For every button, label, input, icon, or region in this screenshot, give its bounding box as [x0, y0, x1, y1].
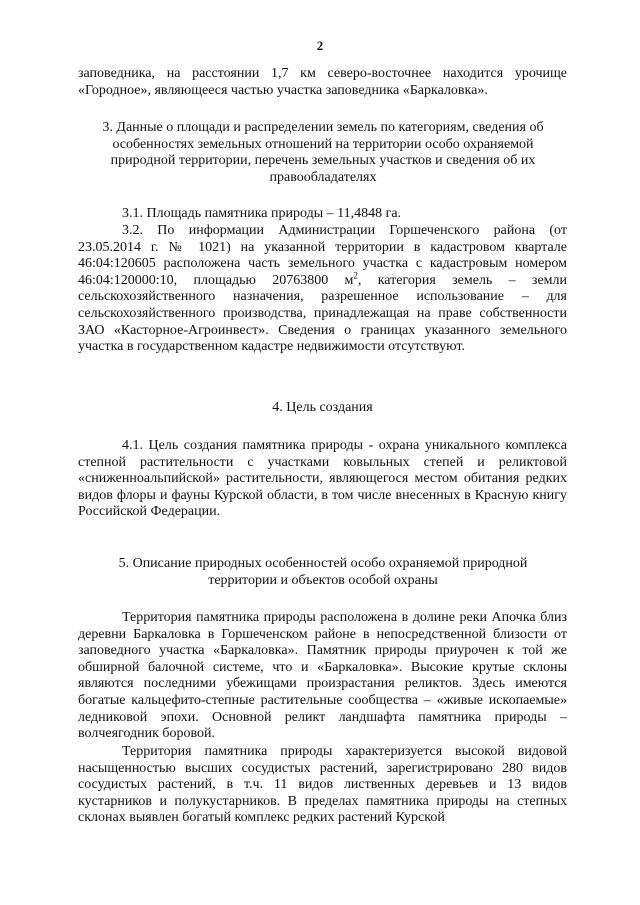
page-number: 2	[316, 38, 324, 53]
section-4-heading: 4. Цель создания	[272, 400, 373, 415]
section-3-2-text-start: 3.2. По информации Администрации Горшеченского района (от 23.05.2014 г. № 1021) на указанной территории в кадастровом квартале 46:04:120605 расположена часть земельного участка с кадастровым номером 46:04:120000:10, площадью 20763800 м	[78, 223, 567, 288]
section-5-heading: 5. Описание природных особенностей особо охраняемой природной территории и объектов особой охраны	[118, 556, 528, 588]
section-3-2-text-end: , категория земель – земли сельскохозяйственного назначения, разрешенное использование – для сельскохозяйственного производства, принадлежащая на праве собственности ЗАО «Касторное-Агроинвест». Сведения о границах указанного земельного участка в государственном кадастре недвижимости отсутствуют.	[78, 272, 568, 355]
section-5-paragraph-1: Территория памятника природы расположена в долине реки Апочка близ деревни Баркаловка в Горшеченском районе в непосредственной близости от заповедного участка «Баркаловка». Памятник природы приурочен к той же обширной балочной системе, что и «Баркаловка». Высокие крутые склоны являются последними убежищами произрастания реликтов. Здесь имеются богатые кальцефито-степные растительные сообщества – «живые ископаемые» ледниковой эпохи. Основной реликт ландшафта памятника природы – волчеягодник боровой.	[78, 610, 567, 742]
section-4-1-paragraph: 4.1. Цель создания памятника природы - охрана уникального комплекса степной растительности с участками ковыльных степей и реликтовой «сниженноальпийской» растительности, являющегося местом обитания редких видов флоры и фауны Курской области, в том числе внесенных в Красную книгу Российской Федерации.	[78, 438, 567, 520]
intro-paragraph: заповедника, на расстоянии 1,7 км северо-восточнее находится урочище «Городное», являющееся частью участка заповедника «Баркаловка».	[78, 66, 567, 98]
section-5-paragraph-2: Территория памятника природы характеризуется высокой видовой насыщенностью высших сосудистых растений, зарегистрировано 280 видов сосудистых растений, в т.ч. 11 видов лиственных деревьев и 13 видов кустарников и полукустарников. В пределах памятника природы на степных склонах выявлен богатый комплекс редких растений Курской	[78, 744, 567, 826]
section-3-2-paragraph	[78, 223, 567, 356]
square-meter-superscript: 2	[353, 270, 358, 281]
section-3-1-paragraph: 3.1. Площадь памятника природы – 11,4848 га.	[122, 206, 402, 221]
section-3-heading: 3. Данные о площади и распределении земель по категориям, сведения об особенностях земельных отношений на территории особо охраняемой природной территории, перечень земельных участков и сведения об их правообладателях	[102, 120, 544, 185]
